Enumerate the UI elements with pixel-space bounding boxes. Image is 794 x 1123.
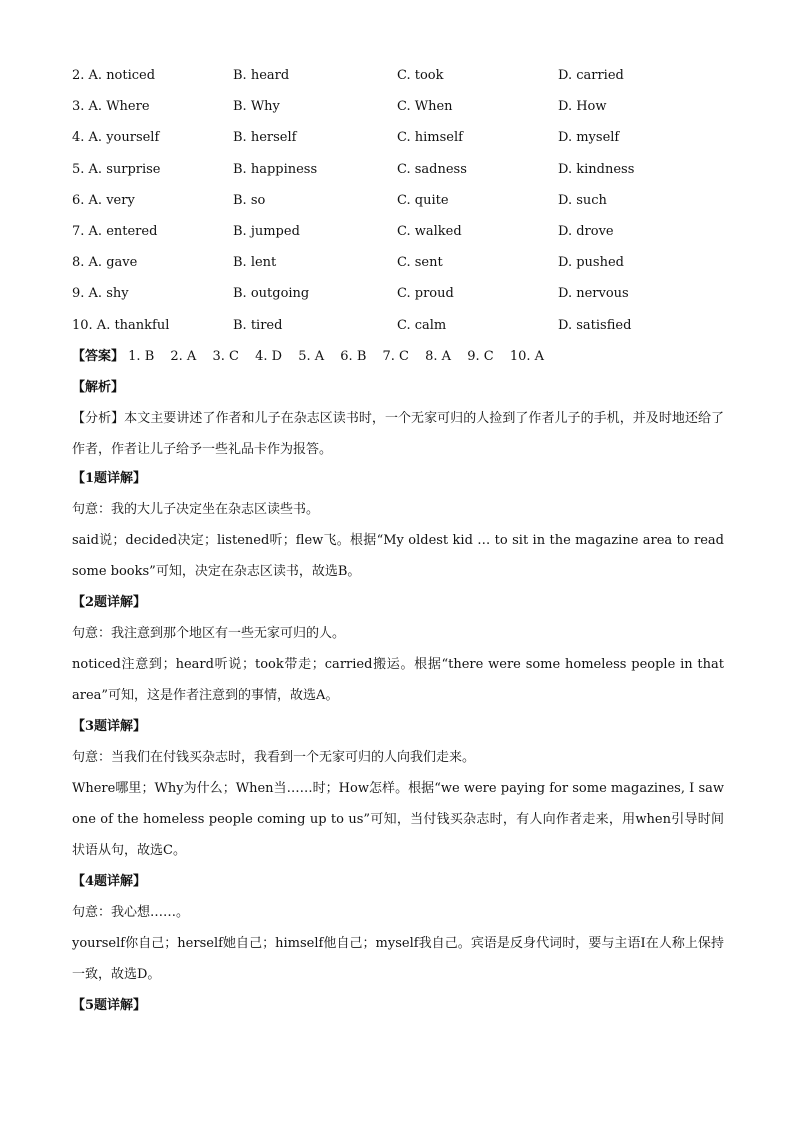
option-b: B. herself [233,130,297,146]
option-d: D. nervous [558,286,629,302]
q1-meaning: 句意：我的大儿子决定坐在杂志区读些书。 [72,501,320,517]
option-row-q7 [72,222,724,253]
answer-item: 6. B [340,348,367,364]
option-b: B. happiness [233,161,318,177]
answer-item: 4. D [255,348,283,364]
option-b: B. heard [233,68,290,83]
option-c: C. sent [397,255,443,271]
option-a: 10. A. thankful [72,317,170,333]
option-c: C. calm [397,317,447,333]
q4-explanation: yourself你自己；herself她自己；himself他自己；myself我自己。宾语是反身代词时，要与主语I在人称上保持一致，故选D。 [72,935,724,982]
answer-key [72,347,724,378]
option-a: 5. A. surprise [72,161,161,177]
q1-explanation: said说；decided决定；listened听；flew飞。根据“My oldest kid … to sit in the magazine area to read some books”可知，决定在杂志区读书，故选B。 [72,532,724,579]
q1-heading: 【1题详解】 [72,470,147,486]
option-b: B. outgoing [233,286,310,302]
option-b: B. tired [233,317,283,333]
q3-explanation: Where哪里；Why为什么；When当……时；How怎样。根据“we were paying for some magazines, I saw one of the homeless people coming up to us”可知，当付钱买杂志时，有人向作者走来，用when引导时间状语从句，故选C。 [72,780,724,858]
option-a: 4. A. yourself [72,130,160,146]
option-row-q3 [72,97,724,128]
option-c: C. quite [397,192,449,208]
option-a: 8. A. gave [72,255,138,271]
q4-meaning: 句意：我心想……。 [72,904,190,920]
answer-item: 1. B [128,348,155,364]
summary-paragraph: 【分析】本文主要讲述了作者和儿子在杂志区读书时，一个无家可归的人捡到了作者儿子的手机，并及时地还给了作者，作者让儿子给予一些礼品卡作为报答。 [72,410,724,457]
option-a: 9. A. shy [72,286,129,302]
q4-heading: 【4题详解】 [72,873,147,889]
option-row-q8 [72,253,724,284]
option-c: C. took [397,68,444,83]
option-b: B. so [233,192,266,208]
q3-heading: 【3题详解】 [72,718,147,734]
option-d: D. How [558,99,607,115]
option-row-q4 [72,128,724,159]
option-d: D. drove [558,223,614,239]
option-d: D. carried [558,68,624,83]
option-c: C. sadness [397,161,467,177]
answer-item: 9. C [467,348,494,364]
option-a: 6. A. very [72,192,135,208]
analysis-heading: 【解析】 [72,379,125,395]
answer-item: 5. A [298,348,325,364]
option-row-q9 [72,284,724,315]
option-b: B. jumped [233,223,300,239]
answer-item: 10. A [509,348,545,364]
document-page [72,66,724,1027]
option-d: D. myself [558,130,620,146]
option-a: 2. A. noticed [72,68,156,83]
answer-item: 2. A [170,348,197,364]
option-d: D. satisfied [558,317,632,333]
option-b: B. lent [233,255,277,271]
option-b: B. Why [233,99,280,115]
q2-explanation: noticed注意到；heard听说；took带走；carried搬运。根据“there were some homeless people in that area”可知，这是作者注意到的事情，故选A。 [72,656,724,703]
q2-heading: 【2题详解】 [72,594,147,610]
answer-tag: 【答案】 [72,348,125,364]
option-a: 3. A. Where [72,99,150,115]
option-a: 7. A. entered [72,223,158,239]
option-c: C. proud [397,286,454,302]
option-d: D. such [558,192,607,208]
option-c: C. When [397,99,453,115]
answer-item: 7. C [382,348,409,364]
option-row-q6 [72,191,724,222]
option-d: D. pushed [558,255,624,271]
option-c: C. walked [397,223,462,239]
option-row-q2 [72,66,724,97]
option-row-q10 [72,316,724,347]
option-row-q5 [72,160,724,191]
q3-meaning: 句意：当我们在付钱买杂志时，我看到一个无家可归的人向我们走来。 [72,749,476,765]
option-d: D. kindness [558,161,635,177]
q2-meaning: 句意：我注意到那个地区有一些无家可归的人。 [72,625,346,641]
q5-heading: 【5题详解】 [72,997,147,1013]
option-c: C. himself [397,130,463,146]
answer-item: 3. C [212,348,239,364]
answer-item: 8. A [425,348,452,364]
